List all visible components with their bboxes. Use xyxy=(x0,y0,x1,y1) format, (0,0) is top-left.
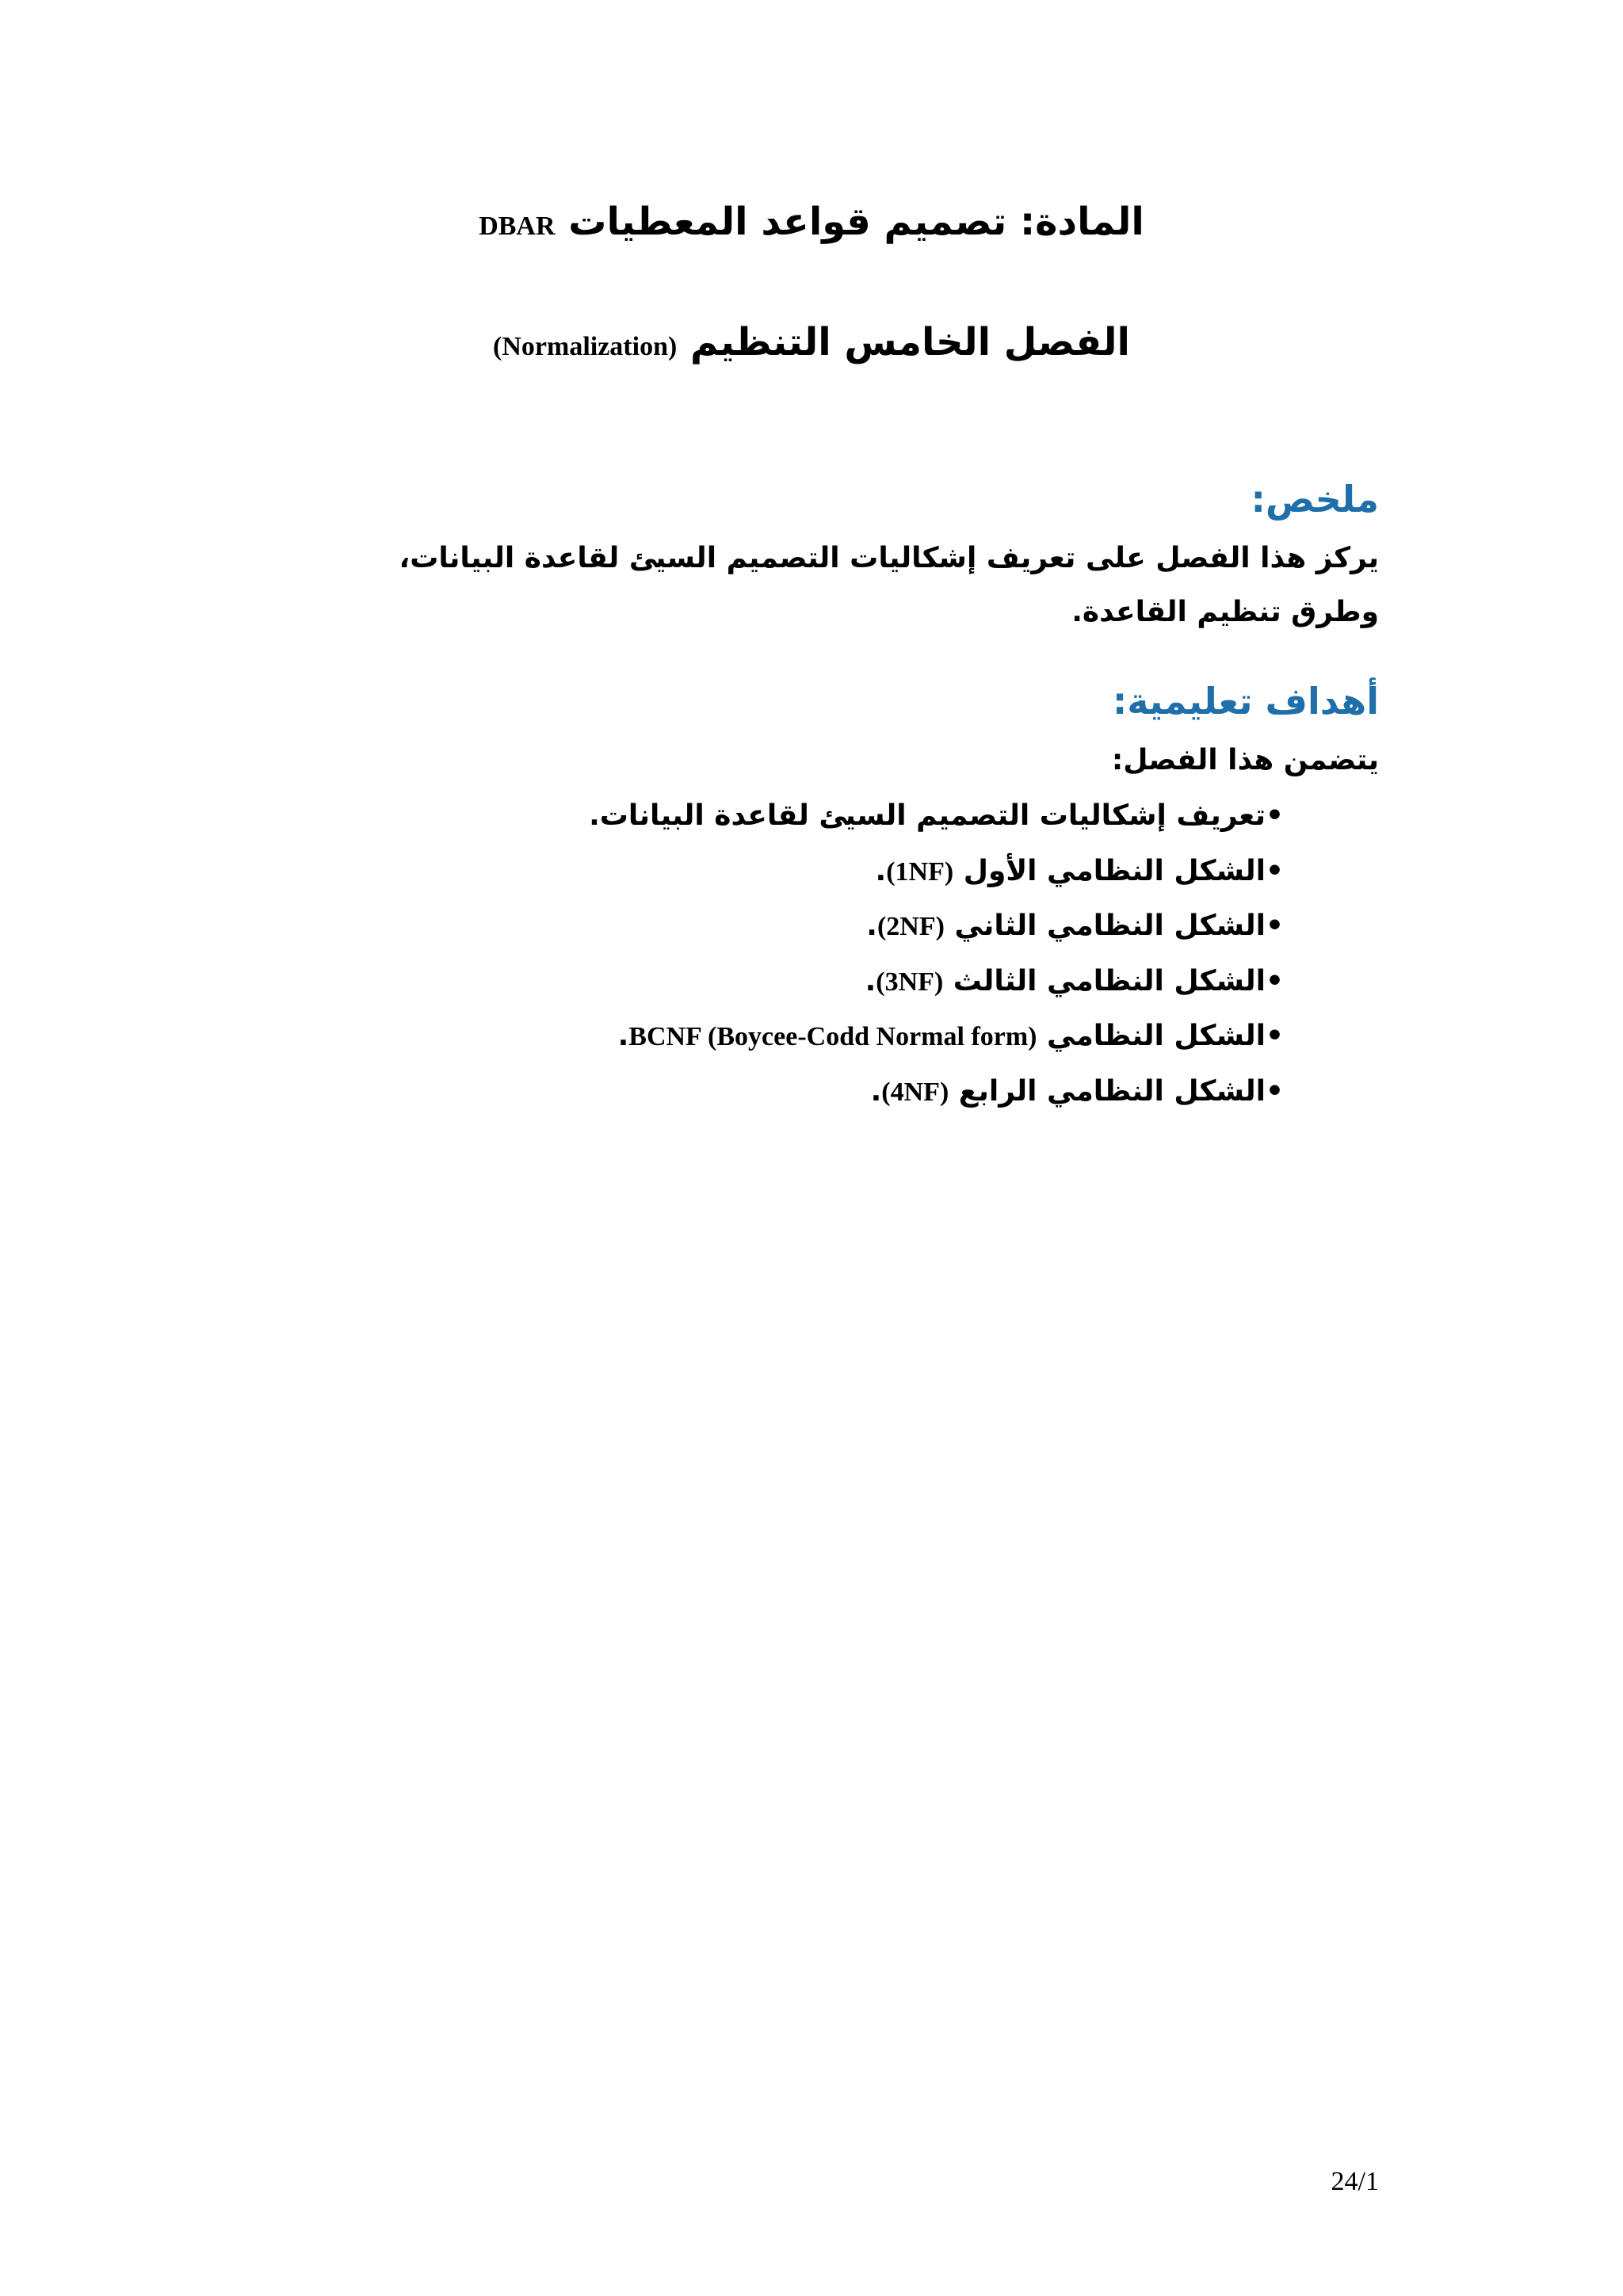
objective-tail: . xyxy=(870,1074,882,1108)
objective-item xyxy=(589,1009,1284,1064)
objective-item xyxy=(589,844,1284,899)
objective-latin: BCNF (Boycee-Codd Normal form) xyxy=(628,1022,1037,1051)
course-title xyxy=(0,194,1623,254)
objective-arabic: الشكل النظامي الرابع xyxy=(949,1074,1266,1108)
objective-tail: . xyxy=(617,1020,629,1052)
bullet-icon: • xyxy=(1265,1074,1284,1108)
bullet-icon: • xyxy=(1265,799,1284,832)
course-label: المادة: تصميم قواعد المعطيات xyxy=(568,200,1144,244)
objective-latin: (2NF) xyxy=(876,912,945,941)
objective-item xyxy=(589,898,1284,954)
objective-tail: . xyxy=(866,910,877,942)
objective-item xyxy=(589,1064,1284,1119)
objective-arabic: الشكل النظامي xyxy=(1037,1020,1266,1052)
summary-heading: ملخص: xyxy=(1251,478,1379,521)
summary-line-1: يركز هذا الفصل على تعريف إشكاليات التصميم السيئ لقاعدة البيانات، xyxy=(399,542,1379,574)
course-code: DBAR xyxy=(479,212,556,241)
objective-arabic: تعريف إشكاليات التصميم السيئ لقاعدة البيانات. xyxy=(589,799,1266,832)
chapter-label: الفصل الخامس التنظيم xyxy=(690,320,1130,364)
chapter-term: (Normalization) xyxy=(493,332,678,361)
objective-arabic: الشكل النظامي الأول xyxy=(953,854,1266,887)
chapter-title xyxy=(0,315,1623,375)
objective-item xyxy=(589,954,1284,1009)
objective-tail: . xyxy=(865,964,876,997)
objectives-intro: يتضمن هذا الفصل: xyxy=(1111,744,1379,776)
objective-latin: (3NF) xyxy=(876,967,944,997)
objectives-heading: أهداف تعليمية: xyxy=(1112,680,1379,723)
summary-paragraph xyxy=(399,532,1379,639)
bullet-icon: • xyxy=(1265,910,1284,942)
bullet-icon: • xyxy=(1265,1020,1284,1052)
summary-line-2: وطرق تنظيم القاعدة. xyxy=(1071,596,1379,628)
objectives-list xyxy=(589,788,1284,1119)
bullet-icon: • xyxy=(1265,964,1284,997)
objective-latin: (4NF) xyxy=(881,1077,949,1107)
objective-tail: . xyxy=(875,854,887,887)
objective-latin: (1NF) xyxy=(886,856,954,887)
objective-arabic: الشكل النظامي الثاني xyxy=(944,910,1266,942)
objective-item xyxy=(589,788,1284,844)
page-number: 24/1 xyxy=(1331,2167,1379,2196)
objective-arabic: الشكل النظامي الثالث xyxy=(943,964,1266,997)
bullet-icon: • xyxy=(1265,854,1284,887)
